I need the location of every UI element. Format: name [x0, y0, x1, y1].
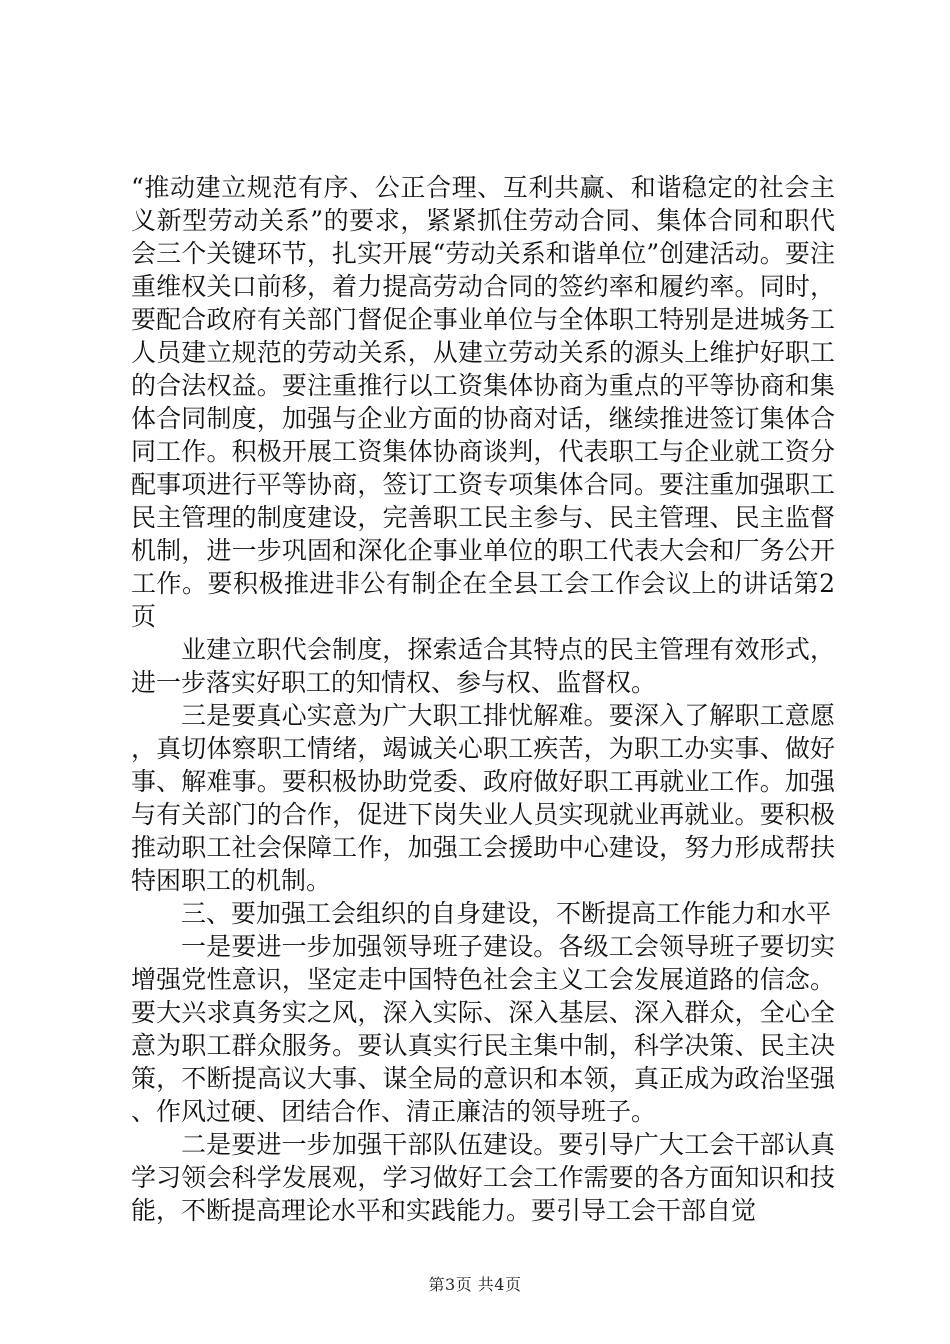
paragraph-4: 一是要进一步加强领导班子建设。各级工会领导班子要切实增强党性意识，坚定走中国特色社会主义工会发展道路的信念。要大兴求真务实之风，深入实际、深入基层、深入群众，全心全意为职工群众服务。要认真实行民主集中制，科学决策、民主决策，不断提高议大事、谋全局的意识和本领，真正成为政治坚强、作风过硬、团结合作、清正廉洁的领导班子。	[131, 932, 835, 1126]
paragraph-1: “推动建立规范有序、公正合理、互利共赢、和谐稳定的社会主义新型劳动关系”的要求，紧紧抓住劳动合同、集体合同和职代会三个关键环节，扎实开展“劳动关系和谐单位”创建活动。要注重维权关口前移，着力提高劳动合同的签约率和履约率。同时，要配合政府有关部门督促企事业单位与全体职工特别是进城务工人员建立规范的劳动关系，从建立劳动关系的源头上维护好职工的合法权益。要注重推行以工资集体协商为重点的平等协商和集体合同制度，加强与企业方面的协商对话，继续推进签订集体合同工作。积极开展工资集体协商谈判，代表职工与企业就工资分配事项进行平等协商，签订工资专项集体合同。要注重加强职工民主管理的制度建设，完善职工民主参与、民主管理、民主监督机制，进一步巩固和深化企事业单位的职工代表大会和厂务公开工作。要积极推进非公有制企在全县工会工作会议上的讲话第2页	[131, 173, 835, 631]
paragraph-5: 二是要进一步加强干部队伍建设。要引导广大工会干部认真学习领会科学发展观，学习做好工会工作需要的各方面知识和技能，不断提高理论水平和实践能力。要引导工会干部自觉	[131, 1130, 835, 1225]
paragraph-3: 三是要真心实意为广大职工排忧解难。要深入了解职工意愿，真切体察职工情绪，竭诚关心职工疾苦，为职工办实事、做好事、解难事。要积极协助党委、政府做好职工再就业工作。加强与有关部门的合作，促进下岗失业人员实现就业再就业。要积极推动职工社会保障工作，加强工会援助中心建设，努力形成帮扶特困职工的机制。	[131, 701, 835, 895]
document-body	[131, 171, 835, 1227]
section-heading-3: 三、要加强工会组织的自身建设，不断提高工作能力和水平	[181, 899, 832, 928]
paragraph-2: 业建立职代会制度，探索适合其特点的民主管理有效形式，进一步落实好职工的知情权、参与权、监督权。	[131, 635, 835, 697]
page-footer: 第3页 共4页	[428, 1275, 522, 1294]
